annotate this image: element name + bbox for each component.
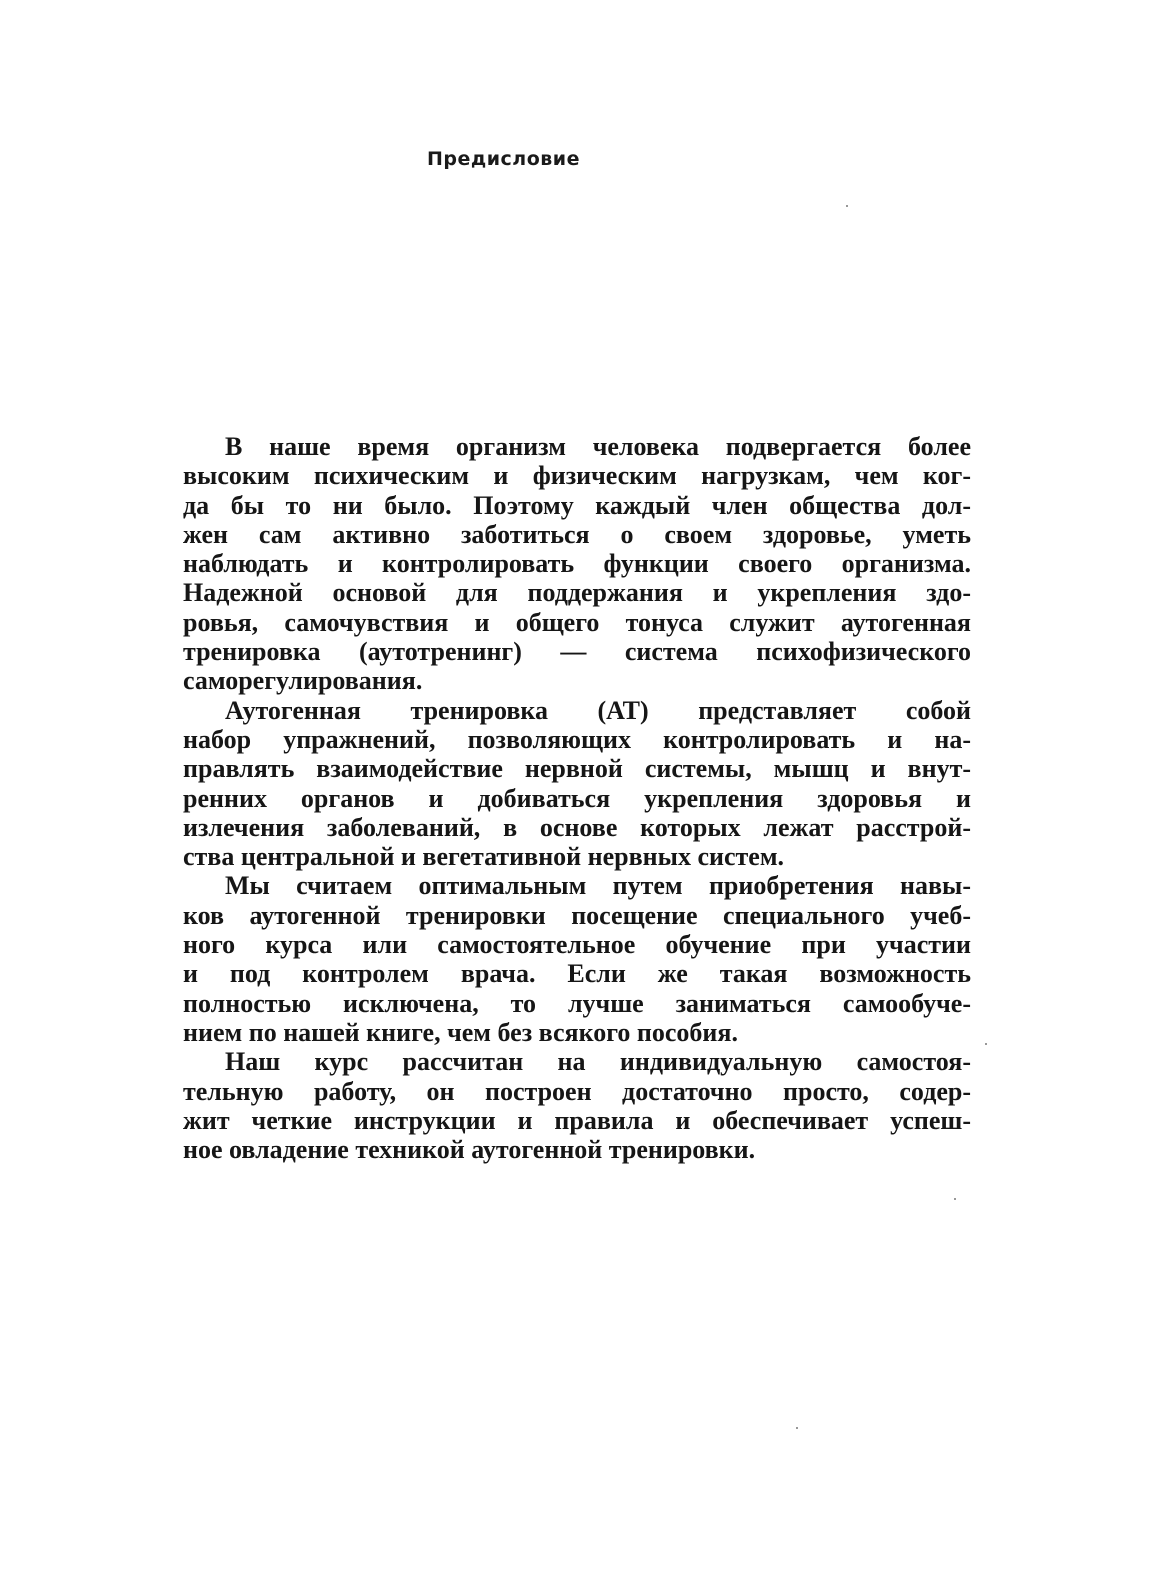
scan-speck — [985, 1043, 987, 1045]
paragraph-2-line-6: ства центральной и вегетативной нервных систем. — [183, 842, 785, 872]
paragraph-3-line-5: полностью исключена, то лучше заниматься самообуче- — [183, 988, 971, 1018]
paragraph-3-line-2: ков аутогенной тренировки посещение специального учеб- — [183, 900, 971, 930]
paragraph-1-line-9: саморегулирования. — [183, 666, 423, 696]
page-heading: Предисловие — [427, 148, 581, 170]
paragraph-1-line-4: жен сам активно заботиться о своем здоровье, уметь — [183, 519, 971, 549]
scan-speck — [846, 205, 848, 207]
paragraph-3-line-1: Мы считаем оптимальным путем приобретения навы- — [225, 871, 971, 901]
paragraph-4-line-1: Наш курс рассчитан на индивидуальную самостоя- — [225, 1047, 971, 1077]
paragraph-3-line-3: ного курса или самостоятельное обучение при участии — [183, 930, 971, 960]
paragraph-2-line-5: излечения заболеваний, в основе которых лежат расстрой- — [183, 812, 971, 842]
paragraph-3-line-4: и под контролем врача. Если же такая возможность — [183, 959, 971, 989]
paragraph-1-line-1: В наше время организм человека подвергается более — [225, 432, 971, 461]
paragraph-1-line-8: тренировка (аутотренинг) — система психофизического — [183, 637, 971, 667]
paragraph-1-line-2: высоким психическим и физическим нагрузкам, чем ког- — [183, 461, 971, 491]
paragraph-4-line-2: тельную работу, он построен достаточно просто, содер- — [183, 1076, 971, 1106]
paragraph-2-line-4: ренних органов и добиваться укрепления здоровья и — [183, 783, 971, 813]
paragraph-2-line-2: набор упражнений, позволяющих контролировать и на- — [183, 724, 971, 754]
paragraph-4-line-3: жит четкие инструкции и правила и обеспечивает успеш- — [183, 1105, 971, 1135]
body-text — [183, 432, 971, 1164]
paragraph-3-line-6: нием по нашей книге, чем без всякого пособия. — [183, 1017, 738, 1047]
paragraph-1-line-6: Надежной основой для поддержания и укрепления здо- — [183, 578, 971, 608]
scan-speck — [954, 1198, 956, 1200]
paragraph-2-line-1: Аутогенная тренировка (АТ) представляет собой — [225, 695, 971, 725]
paragraph-1-line-7: ровья, самочувствия и общего тонуса служит аутогенная — [183, 607, 971, 637]
paragraph-2-line-3: правлять взаимодействие нервной системы, мышц и внут- — [183, 754, 971, 784]
paragraph-1-line-5: наблюдать и контролировать функции своего организма. — [183, 549, 971, 579]
scan-speck — [796, 1427, 798, 1429]
paragraph-1-line-3: да бы то ни было. Поэтому каждый член общества дол- — [183, 490, 971, 520]
paragraph-4-line-4: ное овладение техникой аутогенной тренировки. — [183, 1135, 756, 1165]
